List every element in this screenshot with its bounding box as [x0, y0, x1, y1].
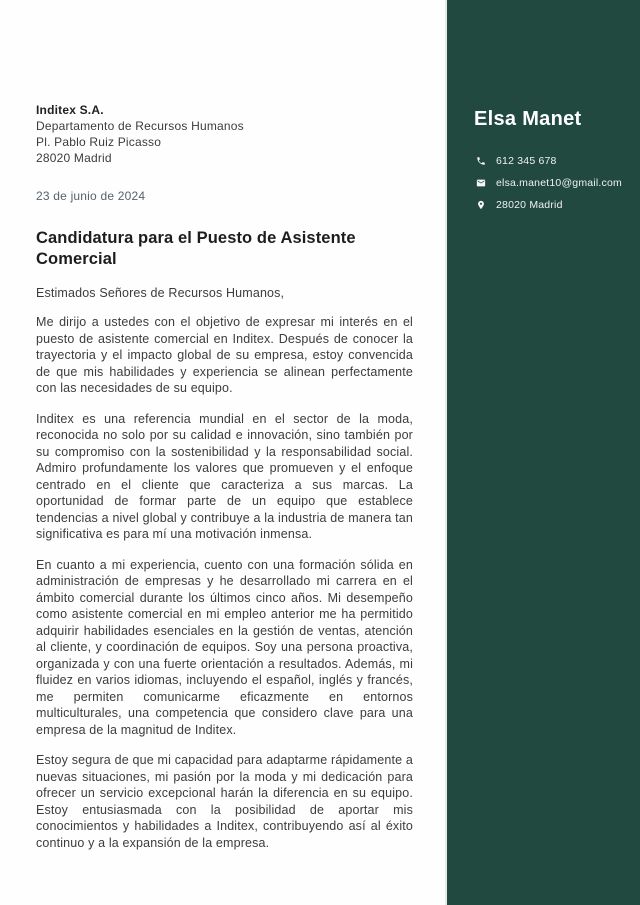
contact-list [476, 150, 636, 216]
applicant-name: Elsa Manet [474, 108, 582, 130]
letter-paragraph: Estoy segura de que mi capacidad para adaptarme rápidamente a nuevas situaciones, mi pasión por la moda y mi dedicación para ofrecer un servicio excepcional harán la diferencia en su equipo. Estoy entusiasmada con la posibilidad de aportar mis conocimientos y habilidades a Inditex, contribuyendo así al éxito continuo y a la expansión de la empresa. [36, 753, 413, 850]
letter-date: 23 de junio de 2024 [36, 189, 146, 203]
letter-title: Candidatura para el Puesto de Asistente Comercial [36, 229, 356, 268]
contact-row-email [476, 172, 636, 194]
letter-salutation: Estimados Señores de Recursos Humanos, [36, 286, 285, 300]
phone-number: 612 345 678 [496, 155, 557, 167]
contact-sidebar [445, 0, 640, 905]
letter-body-column [36, 102, 413, 851]
recipient-department: Departamento de Recursos Humanos [36, 119, 244, 133]
letter-paragraph: Me dirijo a ustedes con el objetivo de expresar mi interés en el puesto de asistente comercial en Inditex. Después de conocer la trayectoria y el impacto global de su empresa, estoy convencida de que mis habilidades y experiencia se alinean perfectamente con las necesidades de su equipo. [36, 315, 413, 395]
recipient-address-block [36, 102, 413, 166]
location-icon [476, 200, 486, 210]
recipient-company: Inditex S.A. [36, 103, 104, 117]
letter-paragraph: Inditex es una referencia mundial en el sector de la moda, reconocida no solo por su calidad e innovación, sino también por su compromiso con la sostenibilidad y la responsabilidad social. Admiro profundamente los valores que promueven y el enfoque centrado en el cliente que caracteriza a sus marcas. La oportunidad de formar parte de un equipo que establece tendencias a nivel global y contribuye a la industria de manera tan significativa es para mí una motivación inmensa. [36, 411, 413, 541]
contact-row-location [476, 194, 636, 216]
recipient-city: 28020 Madrid [36, 151, 112, 165]
email-icon [476, 178, 486, 188]
letter-paragraph: En cuanto a mi experiencia, cuento con una formación sólida en administración de empresas y he desarrollado mi carrera en el ámbito comercial durante los últimos cinco años. Mi desempeño como asistente comercial en mi empleo anterior me ha permitido adquirir habilidades esenciales en la gestión de ventas, atención al cliente, y coordinación de equipos. Soy una persona proactiva, organizada y con una fuerte orientación a resultados. Además, mi fluidez en varios idiomas, incluyendo el español, inglés y francés, me permiten comunicarme eficazmente en entornos multiculturales, una competencia que considero clave para una empresa de la magnitud de Inditex. [36, 557, 413, 737]
phone-icon [476, 156, 486, 166]
location-text: 28020 Madrid [496, 199, 563, 211]
email-address: elsa.manet10@gmail.com [496, 177, 622, 189]
contact-row-phone [476, 150, 636, 172]
recipient-street: Pl. Pablo Ruiz Picasso [36, 135, 162, 149]
